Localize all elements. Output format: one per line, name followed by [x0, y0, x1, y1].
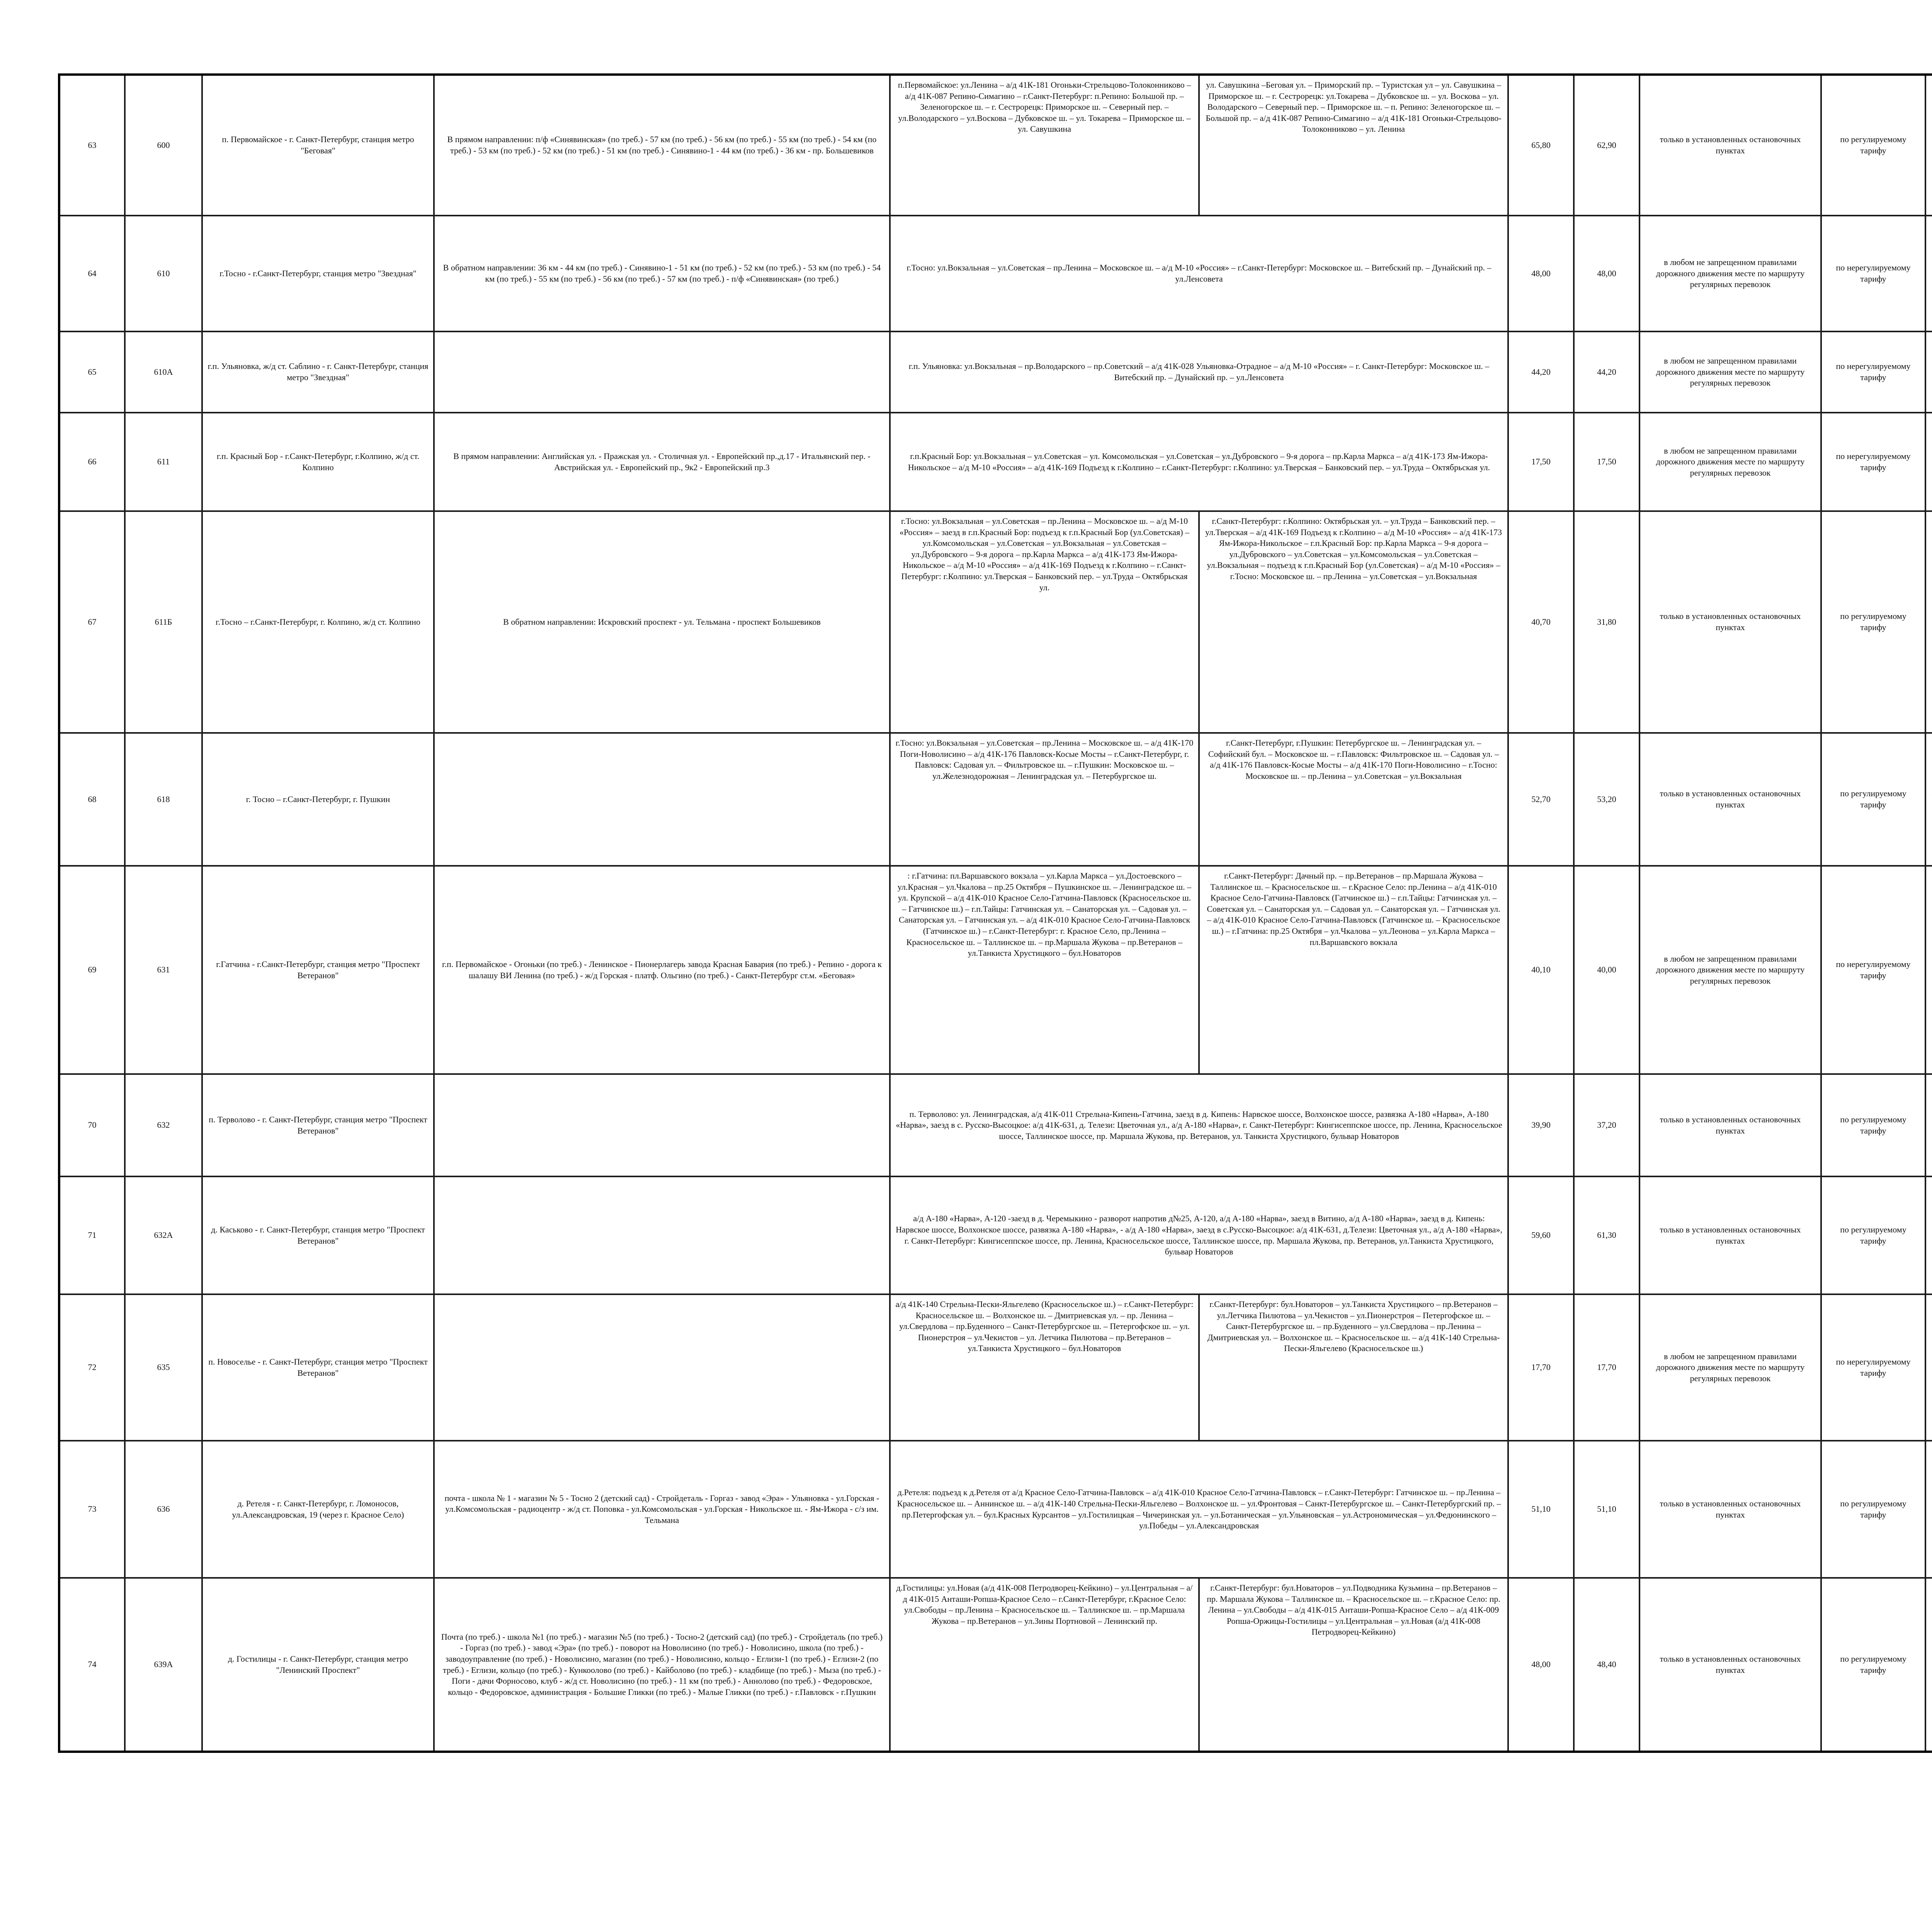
streets-cell [890, 511, 1508, 733]
row-number-cell: 72 [59, 1294, 125, 1441]
length-forward-cell: 52,70 [1508, 733, 1574, 866]
length-backward-cell: 61,30 [1574, 1176, 1639, 1294]
vehicle-cell [1925, 1441, 1932, 1578]
stop-order-cell: только в установленных остановочных пунктах [1639, 1578, 1821, 1752]
route-number-cell: 618 [125, 733, 202, 866]
streets-backward: г.Санкт-Петербург: Дачный пр. – пр.Ветеранов – пр.Маршала Жукова – Таллинское ш. – Красносельское ш. – г.Красное Село: пр.Ленина – а/д 41К-010 Красное Село-Гатчина-Павловск (Гатчинское ш.) – г.п.Тайцы: Гатчинская ул. – Советская ул. – Санаторская ул. – Садовая ул. – Санаторская ул. – Гатчинская ул. – а/д 41К-010 Красное Село-Гатчина-Павловск (Гатчинское ш. – Красносельское ш.) – г.Гатчина: пр.25 Октября – ул.Чкалова – ул.Леонова – ул.Карла Маркса – пл.Варшавского вокзала [1198, 867, 1507, 1073]
length-backward-cell: 17,70 [1574, 1294, 1639, 1441]
intermediate-stops-cell [434, 1176, 890, 1294]
table-row [59, 866, 1932, 1074]
length-forward-cell: 48,00 [1508, 1578, 1574, 1752]
table-row [59, 1441, 1932, 1578]
intermediate-stops-cell [434, 1074, 890, 1176]
length-backward-cell: 48,40 [1574, 1578, 1639, 1752]
length-forward-cell: 17,70 [1508, 1294, 1574, 1441]
row-number-cell: 69 [59, 866, 125, 1074]
route-name-cell: п. Первомайское - г. Санкт-Петербург, станция метро "Беговая" [202, 75, 434, 216]
table-row [59, 216, 1932, 331]
intermediate-stops-cell: почта - школа № 1 - магазин № 5 - Тосно 2 (детский сад) - Стройдеталь - Горгаз - завод «Эра» - Ульяновка - ул.Горская - ул.Комсомольская - радиоцентр - ж/д ст. Поповка - ул.Комсомольская - ул.Горская - Никольское ш. - Ям-Ижора - с/з им. Тельмана [434, 1441, 890, 1578]
streets-cell [890, 866, 1508, 1074]
length-backward-cell: 44,20 [1574, 331, 1639, 413]
streets-backward: г.Санкт-Петербург: бул.Новаторов – ул.Танкиста Хрустицкого – пр.Ветеранов – ул.Летчика Пилютова – ул.Чекистов – ул.Пионерстроя – Петергофское ш. – Санкт-Петербургское ш. – пр.Буденного – ул.Свердлова – пр.Ленина – Дмитриевская ул. – Волхонское ш. – Красносельское ш. – а/д 41К-140 Стрельна-Пески-Яльгелево (Красносельское ш.) [1198, 1295, 1507, 1440]
length-backward-cell: 37,20 [1574, 1074, 1639, 1176]
tariff-cell: по нерегулируемому тарифу [1821, 216, 1925, 331]
stop-order-cell: в любом не запрещенном правилами дорожного движения месте по маршруту регулярных перевозок [1639, 331, 1821, 413]
streets-forward: а/д 41К-140 Стрельна-Пески-Яльгелево (Красносельское ш.) – г.Санкт-Петербург: Красносельское ш. – Волхонское ш. – Дмитриевская ул. – пр. Ленина – ул.Свердлова – пр.Буденного – Санкт-Петербургское ш. – Петергофское ш. – ул. Пионерстроя – ул.Чекистов – ул. Летчика Пилютова – пр.Ветеранов – ул.Танкиста Хрустицкого – бул.Новаторов [895, 1299, 1194, 1353]
vehicle-cell [1925, 1294, 1932, 1441]
length-forward-cell: 51,10 [1508, 1441, 1574, 1578]
stop-order-cell: в любом не запрещенном правилами дорожного движения месте по маршруту регулярных перевозок [1639, 1294, 1821, 1441]
route-name-cell: г.Тосно – г.Санкт-Петербург, г. Колпино, ж/д ст. Колпино [202, 511, 434, 733]
stop-order-cell: только в установленных остановочных пунктах [1639, 733, 1821, 866]
vehicle-cell [1925, 331, 1932, 413]
table-row [59, 1294, 1932, 1441]
row-number-cell: 66 [59, 413, 125, 511]
vehicle-cell [1925, 216, 1932, 331]
row-number-cell: 68 [59, 733, 125, 866]
tariff-cell: по регулируемому тарифу [1821, 511, 1925, 733]
route-name-cell: д. Гостилицы - г. Санкт-Петербург, станция метро "Ленинский Проспект" [202, 1578, 434, 1752]
table-row [59, 511, 1932, 733]
route-number-cell: 636 [125, 1441, 202, 1578]
length-forward-cell: 44,20 [1508, 331, 1574, 413]
route-number-cell: 631 [125, 866, 202, 1074]
row-number-cell: 64 [59, 216, 125, 331]
streets-cell: г.Тосно: ул.Вокзальная – ул.Советская – пр.Ленина – Московское ш. – а/д М-10 «Россия» – г.Санкт-Петербург: Московское ш. – Витебский пр. – Дунайский пр. – ул.Ленсовета [890, 216, 1508, 331]
length-forward-cell: 40,10 [1508, 866, 1574, 1074]
length-backward-cell: 17,50 [1574, 413, 1639, 511]
streets-forward: п.Первомайское: ул.Ленина – а/д 41К-181 Огоньки-Стрельцово-Толоконниково – а/д 41К-087 Репино-Симагино – г.Санкт-Петербург: п.Репино: Большой пр. – Зеленогорское ш. – г. Сестрорецк: Приморское ш. – Северный пер. – ул.Володарского – ул.Воскова – Дубковское ш. – ул. Токарева – Приморское ш. – ул. Савушкина [898, 80, 1191, 134]
length-backward-cell: 51,10 [1574, 1441, 1639, 1578]
row-number-cell: 63 [59, 75, 125, 216]
length-backward-cell: 62,90 [1574, 75, 1639, 216]
route-number-cell: 610 [125, 216, 202, 331]
length-forward-cell: 48,00 [1508, 216, 1574, 331]
streets-cell: д.Ретеля: подъезд к д.Ретеля от а/д Красное Село-Гатчина-Павловск – а/д 41К-010 Красное Село-Гатчина-Павловск – г.Санкт-Петербург: Гатчинское ш. – пр.Ленина – Красносельское ш. – Аннинское ш. – а/д 41К-140 Стрельна-Пески-Яльгелево – Волхонское ш. – ул.Фронтовая – Санкт-Петербургское ш. – Санкт-Петербургский пр. – пр.Петергофская ул. – бул.Красных Курсантов – ул.Гостилицкая – Чичеринская ул. – ул.Ботаническая – ул.Ульяновская – ул.Астрономическая – ул.Федюнинского – ул.Победы – ул.Александровская [890, 1441, 1508, 1578]
vehicle-cell [1925, 75, 1932, 216]
stop-order-cell: в любом не запрещенном правилами дорожного движения месте по маршруту регулярных перевозок [1639, 866, 1821, 1074]
row-number-cell: 70 [59, 1074, 125, 1176]
route-number-cell: 632А [125, 1176, 202, 1294]
vehicle-cell [1925, 413, 1932, 511]
intermediate-stops-cell [434, 331, 890, 413]
stop-order-cell: только в установленных остановочных пунктах [1639, 1441, 1821, 1578]
route-name-cell: г.п. Красный Бор - г.Санкт-Петербург, г.Колпино, ж/д ст. Колпино [202, 413, 434, 511]
intermediate-stops-cell [434, 1294, 890, 1441]
route-number-cell: 610А [125, 331, 202, 413]
route-name-cell: г. Тосно – г.Санкт-Петербург, г. Пушкин [202, 733, 434, 866]
tariff-cell: по регулируемому тарифу [1821, 733, 1925, 866]
table-row [59, 733, 1932, 866]
stop-order-cell: в любом не запрещенном правилами дорожного движения месте по маршруту регулярных перевозок [1639, 413, 1821, 511]
length-forward-cell: 59,60 [1508, 1176, 1574, 1294]
length-backward-cell: 53,20 [1574, 733, 1639, 866]
route-name-cell: д. Ретеля - г. Санкт-Петербург, г. Ломоносов, ул.Александровская, 19 (через г. Красное Село) [202, 1441, 434, 1578]
route-number-cell: 611Б [125, 511, 202, 733]
streets-cell [890, 1294, 1508, 1441]
tariff-cell: по нерегулируемому тарифу [1821, 331, 1925, 413]
streets-backward: г.Санкт-Петербург: г.Колпино: Октябрьская ул. – ул.Труда – Банковский пер. – ул.Тверская – а/д 41К-169 Подъезд к г.Колпино – а/д М-10 «Россия» – а/д 41К-173 Ям-Ижора-Никольское – г.п.Красный Бор: пр.Карла Маркса – 9-я дорога – ул.Дубровского – ул.Советская – ул.Комсомольская – ул.Советская – ул.Вокзальная – подъезд к г.п.Красный Бор (ул.Советская) – а/д М-10 «Россия» – г.Тосно: Московское ш. – пр.Ленина – ул.Советская – ул.Вокзальная [1198, 512, 1507, 732]
length-backward-cell: 48,00 [1574, 216, 1639, 331]
tariff-cell: по регулируемому тарифу [1821, 1441, 1925, 1578]
route-name-cell: п. Терволово - г. Санкт-Петербург, станция метро "Проспект Ветеранов" [202, 1074, 434, 1176]
tariff-cell: по регулируемому тарифу [1821, 1176, 1925, 1294]
vehicle-cell [1925, 733, 1932, 866]
streets-cell: г.п.Красный Бор: ул.Вокзальная – ул.Советская – ул. Комсомольская – ул.Советская – ул.Дубровского – 9-я дорога – пр.Карла Маркса – а/д 41К-173 Ям-Ижора-Никольское – а/д М-10 «Россия» – а/д 41К-169 Подъезд к г.Колпино – г.Санкт-Петербург: г.Колпино: ул.Тверская – Банковский пер. – ул.Труда – Октябрьская ул. [890, 413, 1508, 511]
route-number-cell: 632 [125, 1074, 202, 1176]
row-number-cell: 71 [59, 1176, 125, 1294]
streets-cell [890, 733, 1508, 866]
vehicle-cell [1925, 1176, 1932, 1294]
table-row [59, 75, 1932, 216]
streets-cell: а/д А-180 «Нарва», А-120 -заезд в д. Черемыкино - разворот напротив д№25, А-120, а/д А-180 «Нарва», заезд в Витино, а/д А-180 «Нарва», заезд в д. Кипень: Нарвское шоссе, Волхонское шоссе, развязка А-180 «Нарва», - а/д А-180 «Нарва», заезд в с.Русско-Высоцкое: а/д 41К-631, д.Телези: Цветочная ул., а/д А-180 «Нарва», г. Санкт-Петербург: Кингисеппское шоссе, пр. Ленина, Красносельское шоссе, Таллинское шоссе, пр. Маршала Жукова, пр. Ветеранов, ул.Танкиста Хрустицкого, бульвар Новаторов [890, 1176, 1508, 1294]
streets-cell: г.п. Ульяновка: ул.Вокзальная – пр.Володарского – пр.Советский – а/д 41К-028 Ульяновка-Отрадное – а/д М-10 «Россия» – г. Санкт-Петербург: Московское ш. – Витебский пр. – Дунайский пр. – ул.Ленсовета [890, 331, 1508, 413]
streets-cell [890, 75, 1508, 216]
streets-forward: г.Тосно: ул.Вокзальная – ул.Советская – пр.Ленина – Московское ш. – а/д 41К-170 Поги-Новолисино – а/д 41К-176 Павловск-Косые Мосты – г.Санкт-Петербург, г. Павловск: Садовая ул. – Фильтровское ш. – г.Пушкин: Московское ш. – ул.Железнодорожная – Ленинградская ул. – Петербургское ш. [895, 738, 1194, 781]
table-row [59, 331, 1932, 413]
route-number-cell: 600 [125, 75, 202, 216]
route-number-cell: 639А [125, 1578, 202, 1752]
stop-order-cell: только в установленных остановочных пунктах [1639, 511, 1821, 733]
streets-forward: д.Гостилицы: ул.Новая (а/д 41К-008 Петродворец-Кейкино) – ул.Центральная – а/д 41К-015 Анташи-Ропша-Красное Село – г.Санкт-Петербург, г.Красное Село: ул.Свободы – пр.Ленина – Красносельское ш. – Таллинское ш. – пр.Маршала Жукова – пр.Ветеранов – ул.Зины Портновой – Ленинский пр. [896, 1583, 1193, 1626]
length-forward-cell: 39,90 [1508, 1074, 1574, 1176]
length-forward-cell: 40,70 [1508, 511, 1574, 733]
stop-order-cell: только в установленных остановочных пунктах [1639, 1176, 1821, 1294]
row-number-cell: 73 [59, 1441, 125, 1578]
table-row [59, 1578, 1932, 1752]
length-forward-cell: 65,80 [1508, 75, 1574, 216]
intermediate-stops-cell: В прямом направлении: п/ф «Синявинская» (по треб.) - 57 км (по треб.) - 56 км (по треб.) - 55 км (по треб.) - 54 км (по треб.) - 53 км (по треб.) - 52 км (по треб.) - 51 км (по треб.) - Синявино-1 - 44 км (по треб.) - 36 км - пр. Большевиков [434, 75, 890, 216]
row-number-cell: 65 [59, 331, 125, 413]
route-name-cell: г.Гатчина - г.Санкт-Петербург, станция метро "Проспект Ветеранов" [202, 866, 434, 1074]
streets-backward: г.Санкт-Петербург, г.Пушкин: Петербургское ш. – Ленинградская ул. – Софийский бул. – Московское ш. – г.Павловск: Фильтровское ш. – Садовая ул. – а/д 41К-176 Павловск-Косые Мосты – а/д 41К-170 Поги-Новолисино – г.Тосно: Московское ш. – пр.Ленина – ул.Советская – ул.Вокзальная [1198, 734, 1507, 865]
vehicle-cell [1925, 866, 1932, 1074]
streets-cell: п. Терволово: ул. Ленинградская, а/д 41К-011 Стрельна-Кипень-Гатчина, заезд в д. Кипень: Нарвское шоссе, Волхонское шоссе, развязка А-180 «Нарва», А-180 «Нарва», заезд в с. Русско-Высоцкое: а/д 41К-631, д. Телези: Цветочная ул., а/д А-180 «Нарва», г. Санкт-Петербург: Кингисеппское шоссе, пр. Ленина, Красносельское шоссе, Таллинское шоссе, пр. Маршала Жукова, пр. Ветеранов, ул. Танкиста Хрустицкого, бульвар Новаторов [890, 1074, 1508, 1176]
intermediate-stops-cell: Почта (по треб.) - школа №1 (по треб.) - магазин №5 (по треб.) - Тосно-2 (детский сад) (по треб.) - Стройдеталь (по треб.) - Горгаз (по треб.) - завод «Эра» (по треб.) - поворот на Новолисино (по треб.) - Новолисино, школа (по треб.) - заводоуправление (по треб.) - Новолисино, магазин (по треб.) - Новолисино, кольцо - Еглизи-1 (по треб.) - Еглизи-2 (по треб.) - Еглизи, кольцо (по треб.) - Кункоолово (по треб.) - Кайболово (по треб.) - кладбище (по треб.) - Мыза (по треб.) - Поги - дачи Форносово, клуб - ж/д ст. Новолисино (по треб.) - 11 км (по треб.) - Аннолово (по треб.) - Федоровское, кольцо - Федоровское, администрация - Большие Гликки (по треб.) - Малые Гликки (по треб.) - г.Павловск - г.Пушкин [434, 1578, 890, 1752]
route-number-cell: 635 [125, 1294, 202, 1441]
intermediate-stops-cell: В обратном направлении: 36 км - 44 км (по треб.) - Синявино-1 - 51 км (по треб.) - 52 км (по треб.) - 53 км (по треб.) - 54 км (по треб.) - 55 км (по треб.) - 56 км (по треб.) - 57 км (по треб.) - п/ф «Синявинская» (по треб.) [434, 216, 890, 331]
row-number-cell: 74 [59, 1578, 125, 1752]
intermediate-stops-cell: В прямом направлении: Английская ул. - Пражская ул. - Столичная ул. - Европейский пр.,д.17 - Итальянский пер. - Австрийская ул. - Европейский пр., 9к2 - Европейский пр.3 [434, 413, 890, 511]
table-row [59, 1176, 1932, 1294]
routes-registry-table [58, 73, 1932, 1753]
vehicle-cell [1925, 511, 1932, 733]
intermediate-stops-cell: г.п. Первомайское - Огоньки (по треб.) - Ленинское - Пионерлагерь завода Красная Бавария (по треб.) - Репино - дорога к шалашу ВИ Ленина (по треб.) - ж/д Горская - платф. Ольгино (по треб.) - Санкт-Петербург ст.м. «Беговая» [434, 866, 890, 1074]
stop-order-cell: только в установленных остановочных пунктах [1639, 1074, 1821, 1176]
length-backward-cell: 31,80 [1574, 511, 1639, 733]
streets-backward: ул. Савушкина –Беговая ул. – Приморский пр. – Туристская ул – ул. Савушкина – Приморское ш. – г. Сестрорецк: ул.Токарева – Дубковское ш. – ул. Воскова – ул. Володарского – Северный пер. – Приморское ш. – п. Репино: Зеленогорское ш. – Большой пр. – а/д 41К-087 Репино-Симагино – а/д 41К-181 Огоньки-Стрельцово-Толоконниково – ул. Ленина [1198, 76, 1507, 215]
tariff-cell: по регулируемому тарифу [1821, 1578, 1925, 1752]
table-row [59, 1074, 1932, 1176]
row-number-cell: 67 [59, 511, 125, 733]
tariff-cell: по нерегулируемому тарифу [1821, 1294, 1925, 1441]
intermediate-stops-cell [434, 733, 890, 866]
route-name-cell: д. Каськово - г. Санкт-Петербург, станция метро "Проспект Ветеранов" [202, 1176, 434, 1294]
table-row [59, 413, 1932, 511]
streets-forward: г.Тосно: ул.Вокзальная – ул.Советская – пр.Ленина – Московское ш. – а/д М-10 «Россия» – заезд в г.п.Красный Бор: подъезд к г.п.Красный Бор (ул.Советская) – ул.Комсомольская – ул.Советская – ул.Вокзальная – ул.Советская – ул.Дубровского – 9-я дорога – пр.Карла Маркса – а/д 41К-173 Ям-Ижора-Никольское – а/д М-10 «Россия» – а/д 41К-169 Подъезд к г.Колпино – г.Санкт-Петербург: г.Колпино: ул.Тверская – Банковский пер. – ул.Труда – Октябрьская ул. [899, 516, 1190, 592]
vehicle-cell [1925, 1578, 1932, 1752]
route-number-cell: 611 [125, 413, 202, 511]
intermediate-stops-cell: В обратном направлении: Искровский проспект - ул. Тельмана - проспект Большевиков [434, 511, 890, 733]
streets-cell [890, 1578, 1508, 1752]
length-backward-cell: 40,00 [1574, 866, 1639, 1074]
vehicle-cell [1925, 1074, 1932, 1176]
streets-forward: : г.Гатчина: пл.Варшавского вокзала – ул.Карла Маркса – ул.Достоевского – ул.Красная – ул.Чкалова – пр.25 Октября – Пушкинское ш. – Ленинградское ш. – ул. Крупской – а/д 41К-010 Красное Село-Гатчина-Павловск (Красносельское ш. – Гатчинское ш.) – г.п.Тайцы: Гатчинская ул. – Санаторская ул. – Садовая ул. – Санаторская ул. – Гатчинская ул. – а/д 41К-010 Красное Село-Гатчина-Павловск (Гатчинское ш.) – г.Санкт-Петербург: г. Красное Село, пр.Ленина – Красносельское ш. – Таллинское ш. – пр.Маршала Жукова – пр.Ветеранов – ул.Танкиста Хрустицкого – бул.Новаторов [897, 871, 1192, 958]
tariff-cell: по нерегулируемому тарифу [1821, 866, 1925, 1074]
stop-order-cell: только в установленных остановочных пунктах [1639, 75, 1821, 216]
tariff-cell: по регулируемому тарифу [1821, 75, 1925, 216]
stop-order-cell: в любом не запрещенном правилами дорожного движения месте по маршруту регулярных перевозок [1639, 216, 1821, 331]
tariff-cell: по нерегулируемому тарифу [1821, 413, 1925, 511]
route-name-cell: г.п. Ульяновка, ж/д ст. Саблино - г. Санкт-Петербург, станция метро "Звездная" [202, 331, 434, 413]
length-forward-cell: 17,50 [1508, 413, 1574, 511]
tariff-cell: по регулируемому тарифу [1821, 1074, 1925, 1176]
route-name-cell: г.Тосно - г.Санкт-Петербург, станция метро "Звездная" [202, 216, 434, 331]
streets-backward: г.Санкт-Петербург: бул.Новаторов – ул.Подводника Кузьмина – пр.Ветеранов – пр. Маршала Жукова – Таллинское ш. – Красносельское ш. – г.Красное Село: пр. Ленина – ул.Свободы – а/д 41К-015 Анташи-Ропша-Красное Село – а/д 41К-009 Ропша-Оржицы-Гостилицы – ул.Центральная – ул.Новая (а/д 41К-008 Петродворец-Кейкино) [1198, 1579, 1507, 1751]
route-name-cell: п. Новоселье - г. Санкт-Петербург, станция метро "Проспект Ветеранов" [202, 1294, 434, 1441]
